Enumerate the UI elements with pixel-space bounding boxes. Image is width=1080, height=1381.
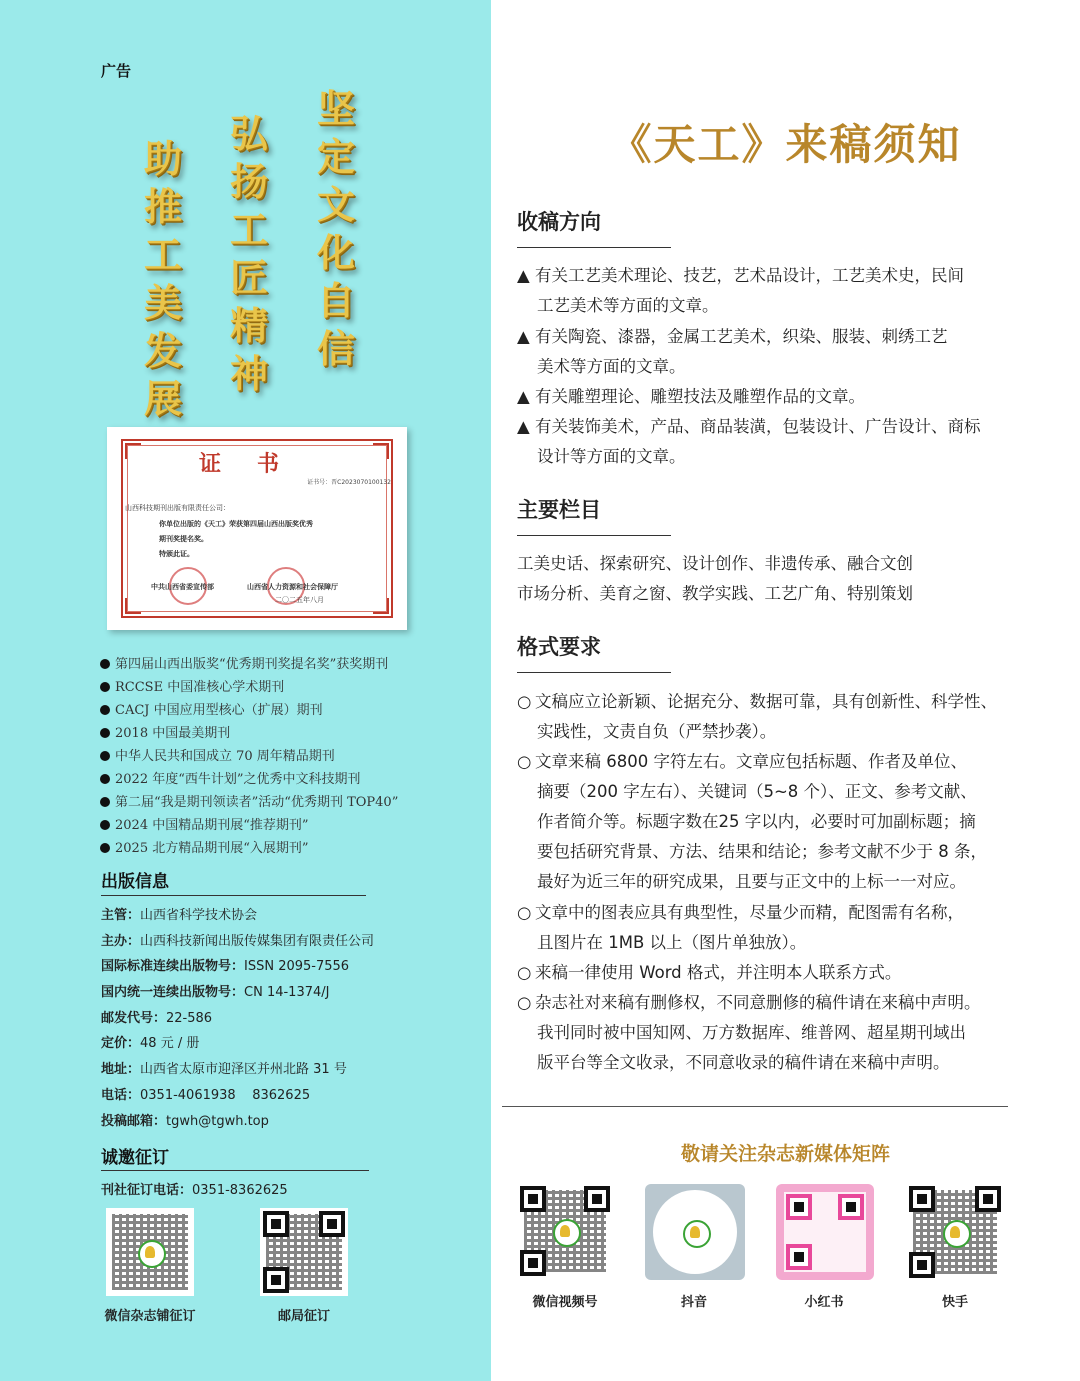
page-title: 《天工》来稿须知 bbox=[609, 120, 962, 169]
list-item: ▲ 有关陶瓷、漆器，金属工艺美术，织染、服装、刺绣工艺 美术等方面的文章。 bbox=[517, 327, 948, 376]
list-item: ○ 文章来稿 6800 字符左右。文章应包括标题、作者及单位、 摘要（200 字左右）、关键词（5~8 个）、正文、参考文献、 作者简介等。标题字数在25 字以内，必要时可加副标题；摘 要包括研究背景、方法、结果和结论；参考文献不少于 8 条， 最好为近三年的研究成果，且要与正文中的上标一一对应。 bbox=[517, 752, 987, 891]
divider bbox=[101, 1170, 369, 1171]
qr-caption: 小红书 bbox=[804, 1295, 844, 1310]
slogan-column-1 bbox=[311, 85, 361, 373]
certificate-line: 期刊奖提名奖。 bbox=[159, 535, 208, 543]
slogan-char: 助 bbox=[143, 136, 182, 181]
slogan-char: 展 bbox=[143, 376, 182, 421]
list-item: 2022 年度“西牛计划”之优秀中文科技期刊 bbox=[100, 768, 398, 791]
certificate-corner bbox=[373, 598, 389, 614]
list-item: ○ 来稿一律使用 Word 格式，并注明本人联系方式。 bbox=[517, 963, 902, 982]
divider bbox=[517, 247, 671, 248]
slogan-char: 坚 bbox=[316, 86, 355, 131]
subscription-heading: 诚邀征订 bbox=[101, 1148, 169, 1168]
qr-caption: 微信杂志铺征订 bbox=[104, 1309, 196, 1324]
magazine-logo-icon bbox=[943, 1220, 971, 1248]
slogan-char: 美 bbox=[143, 280, 182, 325]
subscription-tel: 刊社征订电话：0351-8362625 bbox=[101, 1183, 288, 1198]
info-row: 投稿邮箱：tgwh@tgwh.top bbox=[101, 1113, 269, 1129]
info-row: 国内统一连续出版物号：CN 14-1374/J bbox=[101, 985, 330, 1001]
slogan-char: 神 bbox=[229, 351, 268, 396]
slogan-char: 扬 bbox=[229, 159, 268, 204]
divider bbox=[101, 895, 366, 896]
column-line: 工美史话、探索研究、设计创作、非遗传承、融合文创 bbox=[517, 554, 913, 573]
list-item: ○ 文稿应立论新颖、论据充分、数据可靠，具有创新性、科学性、 实践性，文责自负（严禁抄袭）。 bbox=[517, 692, 997, 741]
magazine-logo-icon bbox=[683, 1220, 711, 1248]
bullet-icon bbox=[100, 751, 110, 761]
qr-finder-icon bbox=[263, 1211, 289, 1237]
slogan-char: 匠 bbox=[229, 255, 268, 300]
divider bbox=[502, 1106, 1008, 1107]
certificate-line: 特颁此证。 bbox=[159, 550, 194, 558]
slogan-char: 自 bbox=[316, 278, 355, 323]
list-item: 2024 中国精品期刊展“推荐期刊” bbox=[100, 814, 398, 837]
qr-finder-icon bbox=[786, 1244, 812, 1270]
list-item: 第四届山西出版奖“优秀期刊奖提名奖”获奖期刊 bbox=[100, 653, 398, 676]
qr-caption: 邮局征订 bbox=[277, 1309, 330, 1324]
slogan-column-3 bbox=[138, 135, 188, 423]
certificate-line: 你单位出版的《天工》荣获第四届山西出版奖优秀 bbox=[159, 520, 313, 528]
bullet-icon bbox=[100, 797, 110, 807]
slogan-char: 定 bbox=[316, 134, 355, 179]
qr-finder-icon bbox=[584, 1186, 610, 1212]
list-item: 第二届“我是期刊领读者”活动“优秀期刊 TOP40” bbox=[100, 791, 398, 814]
list-item: ▲ 有关工艺美术理论、技艺，艺术品设计，工艺美术史，民间 工艺美术等方面的文章。 bbox=[517, 266, 964, 315]
qr-finder-icon bbox=[520, 1186, 546, 1212]
kuaishou-qr-code[interactable] bbox=[907, 1184, 1003, 1280]
slogan-char: 工 bbox=[143, 232, 182, 277]
bullet-icon bbox=[100, 820, 110, 830]
slogan-char: 精 bbox=[229, 303, 268, 348]
qr-caption: 微信视频号 bbox=[532, 1295, 598, 1310]
list-item: ○ 文章中的图表应具有典型性，尽量少而精，配图需有名称， 且图片在 1MB 以上（图片单独放）。 bbox=[517, 903, 964, 952]
certificate-title: 证书 bbox=[198, 451, 315, 477]
info-row: 电话：0351-4061938 8362625 bbox=[101, 1087, 311, 1103]
qr-finder-icon bbox=[263, 1267, 289, 1293]
qr-caption: 快手 bbox=[941, 1295, 968, 1310]
section-heading: 格式要求 bbox=[517, 635, 601, 659]
info-row: 国际标准连续出版物号：ISSN 2095-7556 bbox=[101, 959, 350, 975]
qr-finder-icon bbox=[909, 1186, 935, 1212]
certificate-issuer: 山西省人力资源和社会保障厅 bbox=[247, 583, 338, 591]
certificate-date: 二〇二五年八月 bbox=[275, 596, 324, 604]
bullet-icon bbox=[100, 728, 110, 738]
magazine-logo-icon bbox=[553, 1219, 581, 1247]
column-line: 市场分析、美育之窗、教学实践、工艺广角、特别策划 bbox=[517, 584, 913, 603]
slogan-char: 弘 bbox=[229, 111, 268, 156]
info-row: 主管：山西省科学技术协会 bbox=[101, 908, 258, 923]
bullet-icon bbox=[100, 659, 110, 669]
left-panel bbox=[0, 0, 491, 1381]
slogan-char: 推 bbox=[143, 184, 182, 229]
divider bbox=[517, 672, 671, 673]
ad-label: 广告 bbox=[101, 62, 132, 80]
qr-finder-icon bbox=[319, 1211, 345, 1237]
bullet-icon bbox=[100, 682, 110, 692]
info-row: 主办：山西科技新闻出版传媒集团有限责任公司 bbox=[101, 933, 375, 949]
list-item: CACJ 中国应用型核心（扩展）期刊 bbox=[100, 699, 398, 722]
slogan-char: 化 bbox=[316, 230, 355, 275]
post-office-qr-code[interactable] bbox=[260, 1208, 348, 1296]
info-row: 地址：山西省太原市迎泽区并州北路 31 号 bbox=[101, 1062, 347, 1078]
certificate-corner bbox=[125, 598, 141, 614]
bullet-icon bbox=[100, 774, 110, 784]
list-item: 2018 中国最美期刊 bbox=[100, 722, 398, 745]
slogan-char: 发 bbox=[143, 328, 182, 373]
slogan-char: 信 bbox=[316, 326, 355, 371]
publication-info-list bbox=[101, 903, 374, 1134]
certificate-number: 证书号：晋C2023070100132 bbox=[307, 479, 391, 486]
magazine-logo-icon bbox=[138, 1240, 166, 1268]
slogan-column-2 bbox=[224, 110, 274, 398]
slogan-char: 工 bbox=[229, 207, 268, 252]
qr-finder-icon bbox=[520, 1250, 546, 1276]
qr-finder-icon bbox=[786, 1194, 812, 1220]
divider bbox=[517, 535, 671, 536]
list-item: RCCSE 中国准核心学术期刊 bbox=[100, 676, 398, 699]
qr-caption: 抖音 bbox=[680, 1295, 707, 1310]
info-row: 定价：48 元 / 册 bbox=[101, 1036, 200, 1052]
list-item: ▲ 有关雕塑理论、雕塑技法及雕塑作品的文章。 bbox=[517, 387, 865, 406]
bullet-icon bbox=[100, 843, 110, 853]
certificate-issuer: 中共山西省委宣传部 bbox=[151, 583, 214, 591]
publication-info-heading: 出版信息 bbox=[101, 872, 169, 892]
bullet-icon bbox=[100, 705, 110, 715]
slogan-char: 文 bbox=[316, 182, 355, 227]
xiaohongshu-qr-code[interactable] bbox=[776, 1184, 874, 1280]
list-item: ○ 杂志社对来稿有删修权，不同意删修的稿件请在来稿中声明。 我刊同时被中国知网、万方数据库、维普网、超星期刊域出 版平台等全文收录，不同意收录的稿件请在来稿中声明。 bbox=[517, 993, 981, 1072]
section-heading: 收稿方向 bbox=[517, 210, 601, 234]
wechat-store-qr-code[interactable] bbox=[106, 1208, 194, 1296]
qr-finder-icon bbox=[838, 1194, 864, 1220]
section-heading: 主要栏目 bbox=[517, 498, 601, 522]
info-row: 邮发代号：22-586 bbox=[101, 1010, 213, 1026]
qr-finder-icon bbox=[975, 1186, 1001, 1212]
douyin-qr-code[interactable] bbox=[645, 1184, 745, 1280]
qr-finder-icon bbox=[909, 1252, 935, 1278]
wechat-channels-qr-code[interactable] bbox=[518, 1184, 612, 1278]
list-item: 中华人民共和国成立 70 周年精品期刊 bbox=[100, 745, 398, 768]
list-item: ▲ 有关装饰美术，产品、商品装潢，包装设计、广告设计、商标 设计等方面的文章。 bbox=[517, 417, 981, 466]
awards-list bbox=[100, 653, 398, 860]
certificate-addressee: 山西科技期刊出版有限责任公司： bbox=[125, 504, 230, 512]
certificate-image bbox=[107, 427, 407, 630]
list-item: 2025 北方精品期刊展“入展期刊” bbox=[100, 837, 398, 860]
media-matrix-title: 敬请关注杂志新媒体矩阵 bbox=[680, 1143, 890, 1165]
